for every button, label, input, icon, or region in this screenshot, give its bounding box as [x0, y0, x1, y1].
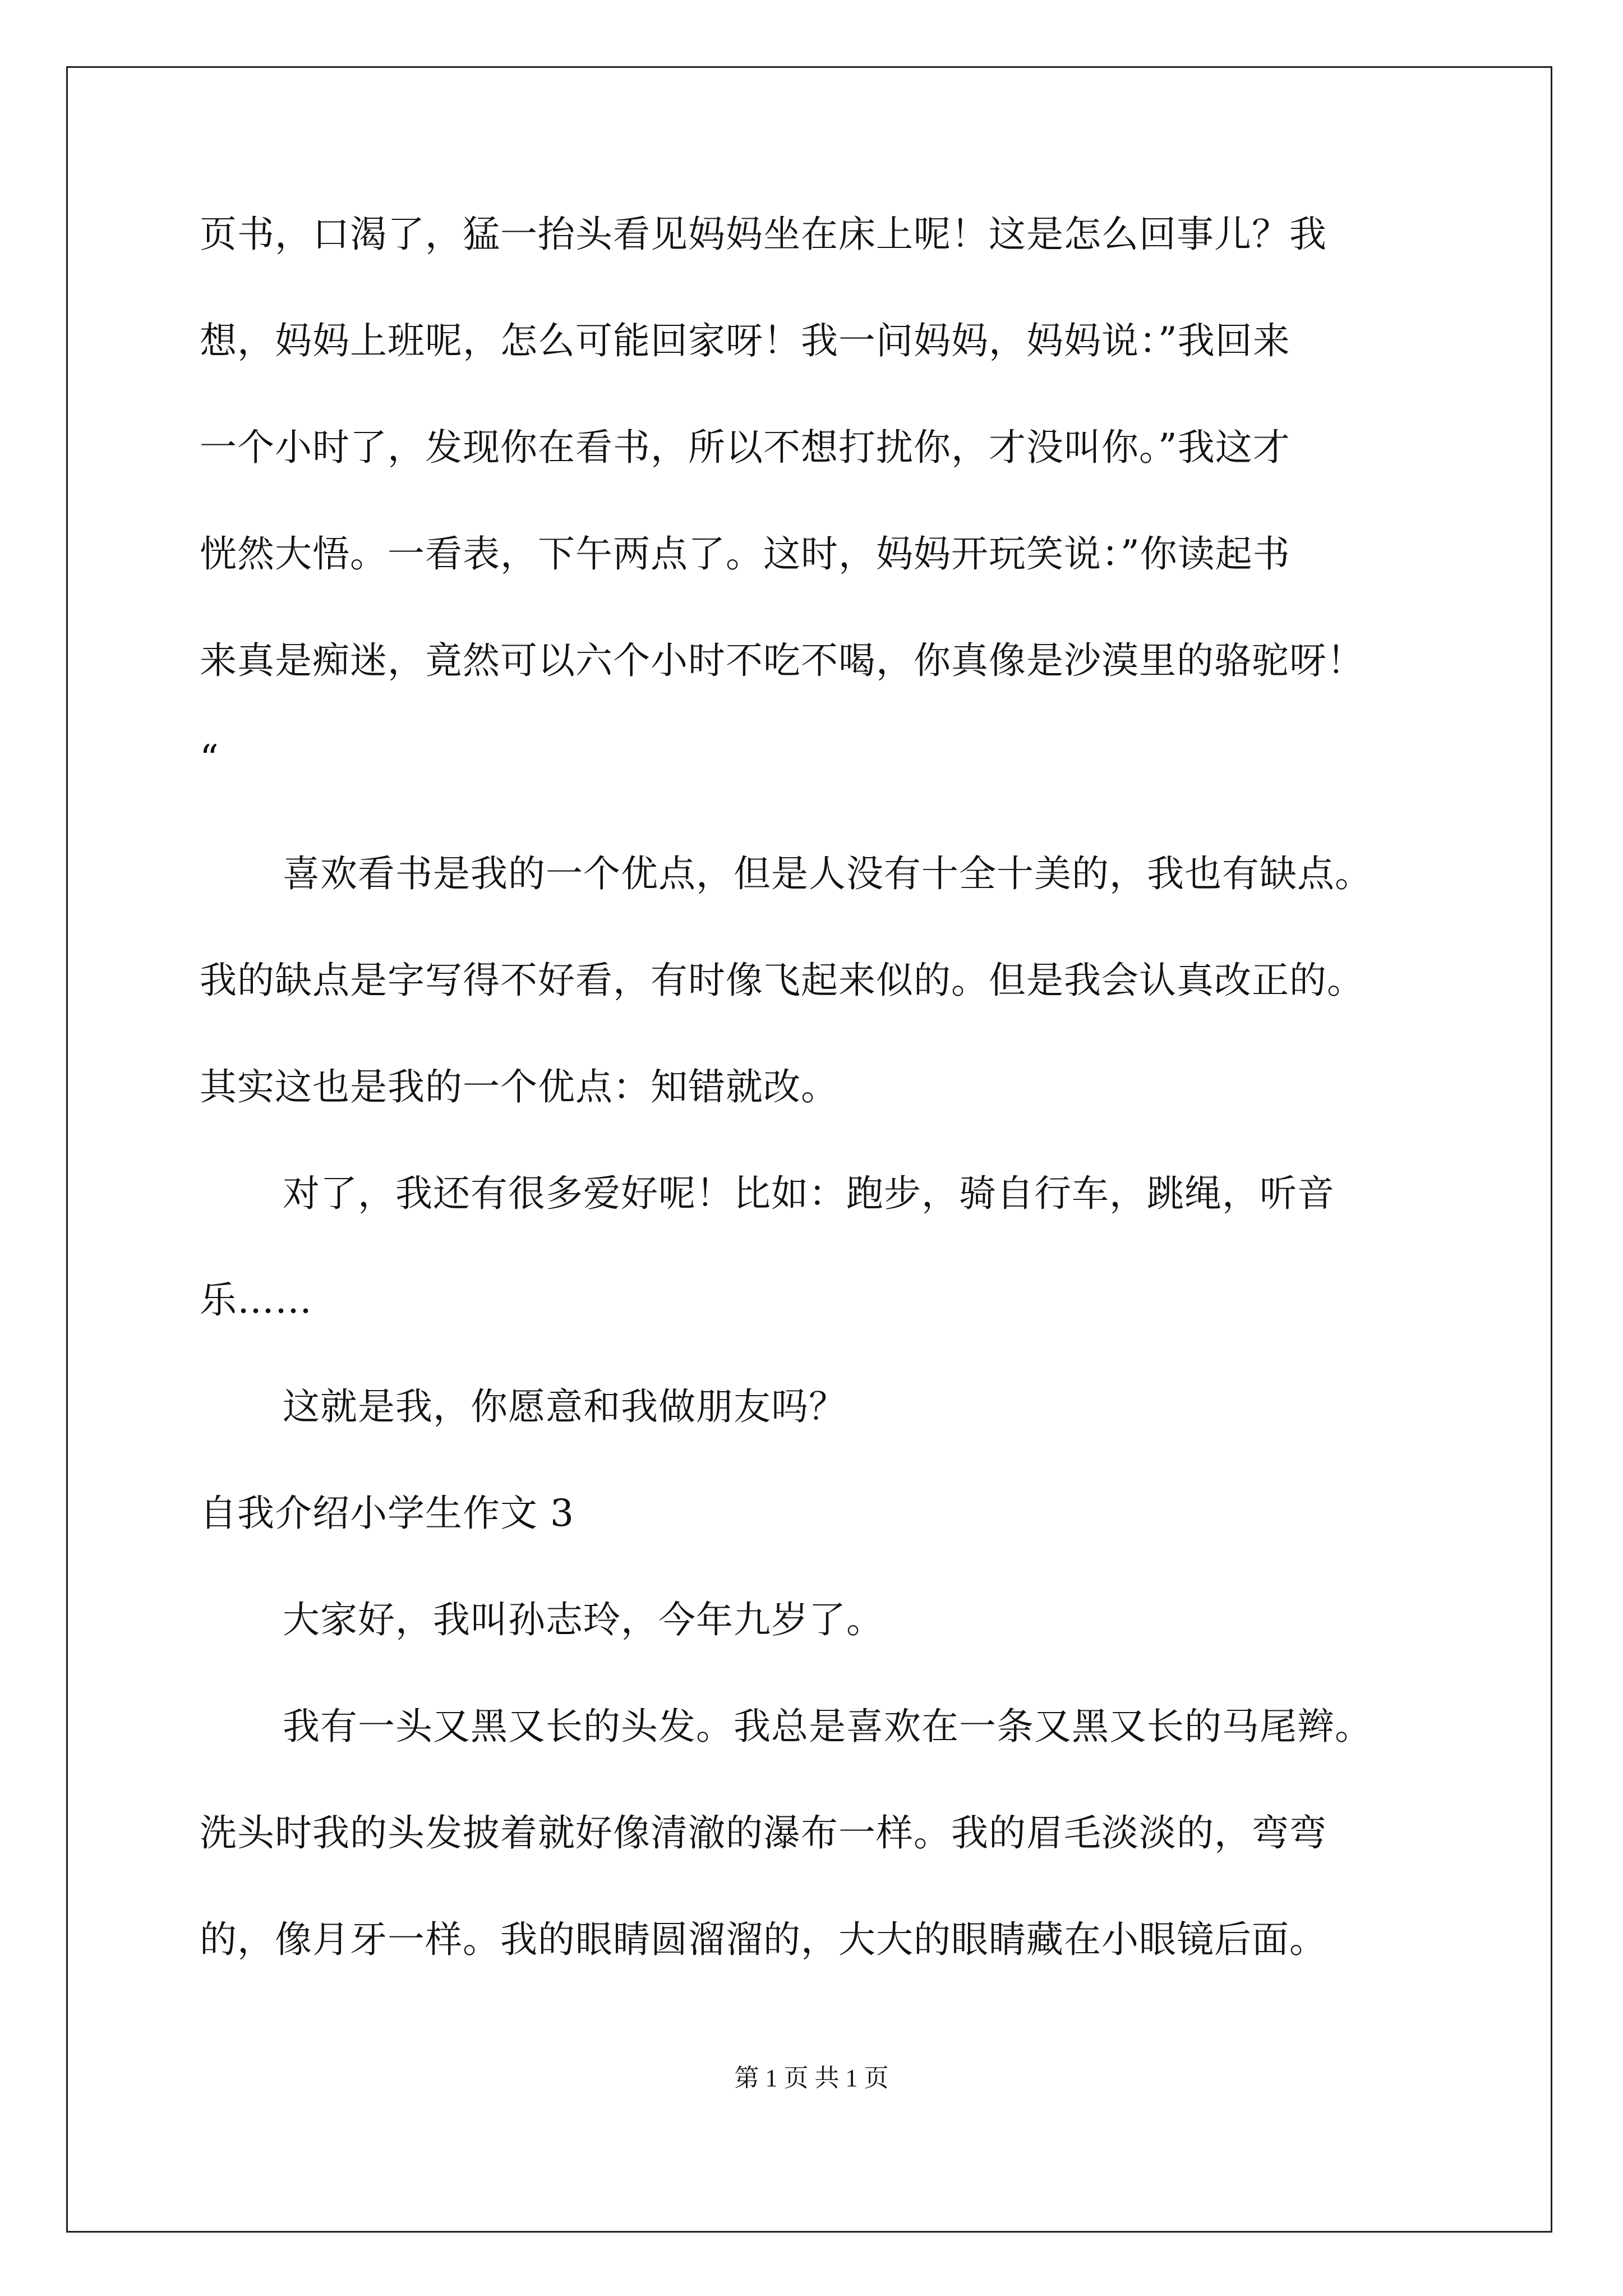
text-line: 乐…… [200, 1278, 312, 1322]
section-heading: 自我介绍小学生作文 3 [200, 1492, 574, 1535]
text-line: “ [200, 737, 219, 780]
paragraph-start: 大家好，我叫孙志玲，今年九岁了。 [283, 1598, 884, 1641]
paragraph-start: 喜欢看书是我的一个优点，但是人没有十全十美的，我也有缺点。 [283, 852, 1372, 895]
text-line: 来真是痴迷，竟然可以六个小时不吃不喝，你真像是沙漠里的骆驼呀！ [200, 639, 1364, 682]
text-line: 洗头时我的头发披着就好像清澈的瀑布一样。我的眉毛淡淡的，弯弯 [200, 1811, 1327, 1855]
text-line: 的，像月牙一样。我的眼睛圆溜溜的，大大的眼睛藏在小眼镜后面。 [200, 1918, 1327, 1961]
paragraph-start: 我有一头又黑又长的头发。我总是喜欢在一条又黑又长的马尾辫。 [283, 1705, 1372, 1748]
text-line: 一个小时了，发现你在看书，所以不想打扰你，才没叫你。”我这才 [200, 426, 1290, 469]
text-line: 我的缺点是字写得不好看，有时像飞起来似的。但是我会认真改正的。 [200, 959, 1364, 1002]
text-line: 想，妈妈上班呢，怎么可能回家呀！我一问妈妈，妈妈说：”我回来 [200, 319, 1290, 362]
page-border [66, 66, 1552, 2233]
page-footer: 第 1 页 共 1 页 [734, 2064, 889, 2092]
paragraph-start: 这就是我，你愿意和我做朋友吗？ [283, 1385, 846, 1428]
text-line: 页书，口渴了，猛一抬头看见妈妈坐在床上呢！这是怎么回事儿？我 [200, 213, 1327, 256]
paragraph-start: 对了，我还有很多爱好呢！比如：跑步，骑自行车，跳绳，听音 [283, 1172, 1335, 1215]
text-line: 其实这也是我的一个优点：知错就改。 [200, 1065, 838, 1108]
text-line: 恍然大悟。一看表，下午两点了。这时，妈妈开玩笑说：”你读起书 [200, 532, 1290, 576]
